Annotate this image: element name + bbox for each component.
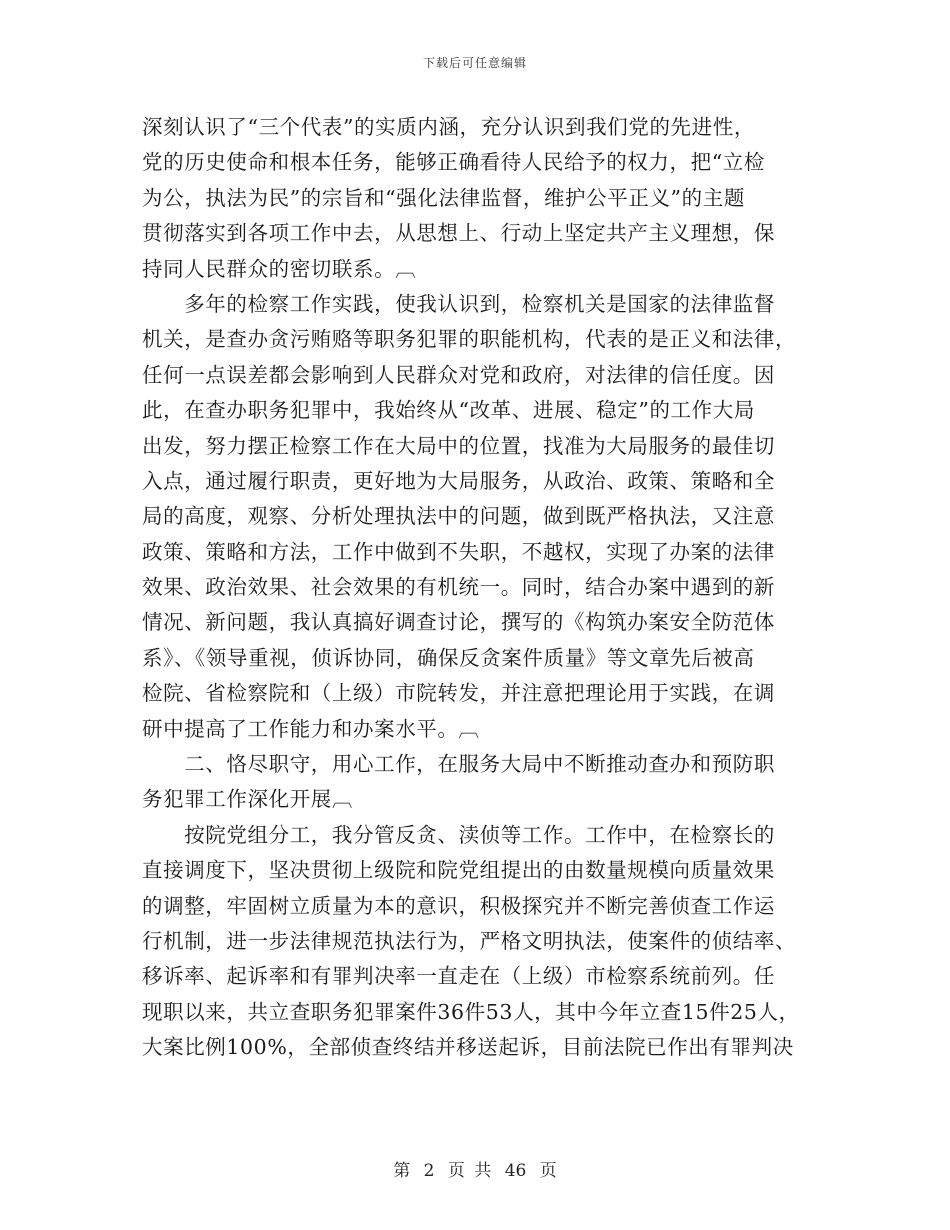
- text-line: 行机制，进一步法律规范执法行为，严格文明执法，使案件的侦结率、: [142, 928, 797, 953]
- text-line: 研中提高了工作能力和办案水平。︹: [142, 716, 480, 741]
- text-line: 政策、策略和方法，工作中做到不失职，不越权，实现了办案的法律: [142, 539, 775, 564]
- text-line: 党的历史使命和根本任务，能够正确看待人民给予的权力，把“立检: [142, 150, 765, 175]
- document-body: [142, 110, 812, 1066]
- text-line: 此，在查办职务犯罪中，我始终从“改革、进展、稳定”的工作大局: [142, 398, 755, 423]
- text-line: 二、恪尽职守，用心工作，在服务大局中不断推动查办和预防职: [142, 752, 775, 777]
- text-line: 持同人民群众的密切联系。︹: [142, 256, 417, 281]
- text-line: 机关，是查办贪污贿赂等职务犯罪的职能机构，代表的是正义和法律，: [142, 327, 797, 352]
- text-line: 为公，执法为民”的宗旨和“强化法律监督，维护公平正义”的主题: [142, 185, 745, 210]
- text-line: 务犯罪工作深化开展︹: [142, 787, 353, 812]
- text-line: 出发，努力摆正检察工作在大局中的位置，找准为大局服务的最佳切: [142, 433, 775, 458]
- text-line: 的调整，牢固树立质量为本的意识，积极探究并不断完善侦查工作运: [142, 893, 775, 918]
- text-line: 多年的检察工作实践，使我认识到，检察机关是国家的法律监督: [142, 291, 775, 316]
- page-footer: [0, 1156, 950, 1181]
- total-pages: 46: [504, 1161, 527, 1181]
- text-line: 效果、政治效果、社会效果的有机统一。同时，结合办案中遇到的新: [142, 575, 775, 600]
- page-label-suffix: 页: [539, 1161, 557, 1181]
- text-line: 贯彻落实到各项工作中去，从思想上、行动上坚定共产主义理想，保: [142, 221, 775, 246]
- text-line: 任何一点误差都会影响到人民群众对党和政府，对法律的信任度。因: [142, 362, 775, 387]
- text-line: 入点，通过履行职责，更好地为大局服务，从政治、政策、策略和全: [142, 468, 775, 493]
- text-line: 检院、省检察院和（上级）市院转发，并注意把理论用于实践，在调: [142, 681, 775, 706]
- page-label-prefix: 第: [393, 1161, 411, 1181]
- text-line: 局的高度，观察、分析处理执法中的问题，做到既严格执法，又注意: [142, 504, 775, 529]
- text-line: 移诉率、起诉率和有罪判决率一直走在（上级）市检察系统前列。任: [142, 964, 775, 989]
- text-line: 按院党组分工，我分管反贪、渎侦等工作。工作中，在检察长的: [142, 822, 775, 847]
- text-line: 深刻认识了“三个代表”的实质内涵，充分认识到我们党的先进性，: [142, 115, 755, 139]
- page-number: 2: [423, 1161, 435, 1181]
- page-header: 下载后可任意编辑: [422, 56, 527, 70]
- text-line: 现职以来，共立查职务犯罪案件36件53人，其中今年立查15件25人，: [142, 999, 800, 1024]
- text-line: 情况、新问题，我认真搞好调查讨论，撰写的《构筑办案安全防范体: [142, 610, 775, 635]
- text-line: 系》、《领导重视，侦诉协同，确保反贪案件质量》等文章先后被高: [142, 645, 755, 670]
- text-line: 大案比例100%，全部侦查终结并移送起诉，目前法院已作出有罪判决: [142, 1035, 794, 1060]
- text-line: 直接调度下，坚决贯彻上级院和院党组提出的由数量规模向质量效果: [142, 858, 775, 883]
- page-label-mid: 页 共: [447, 1161, 492, 1181]
